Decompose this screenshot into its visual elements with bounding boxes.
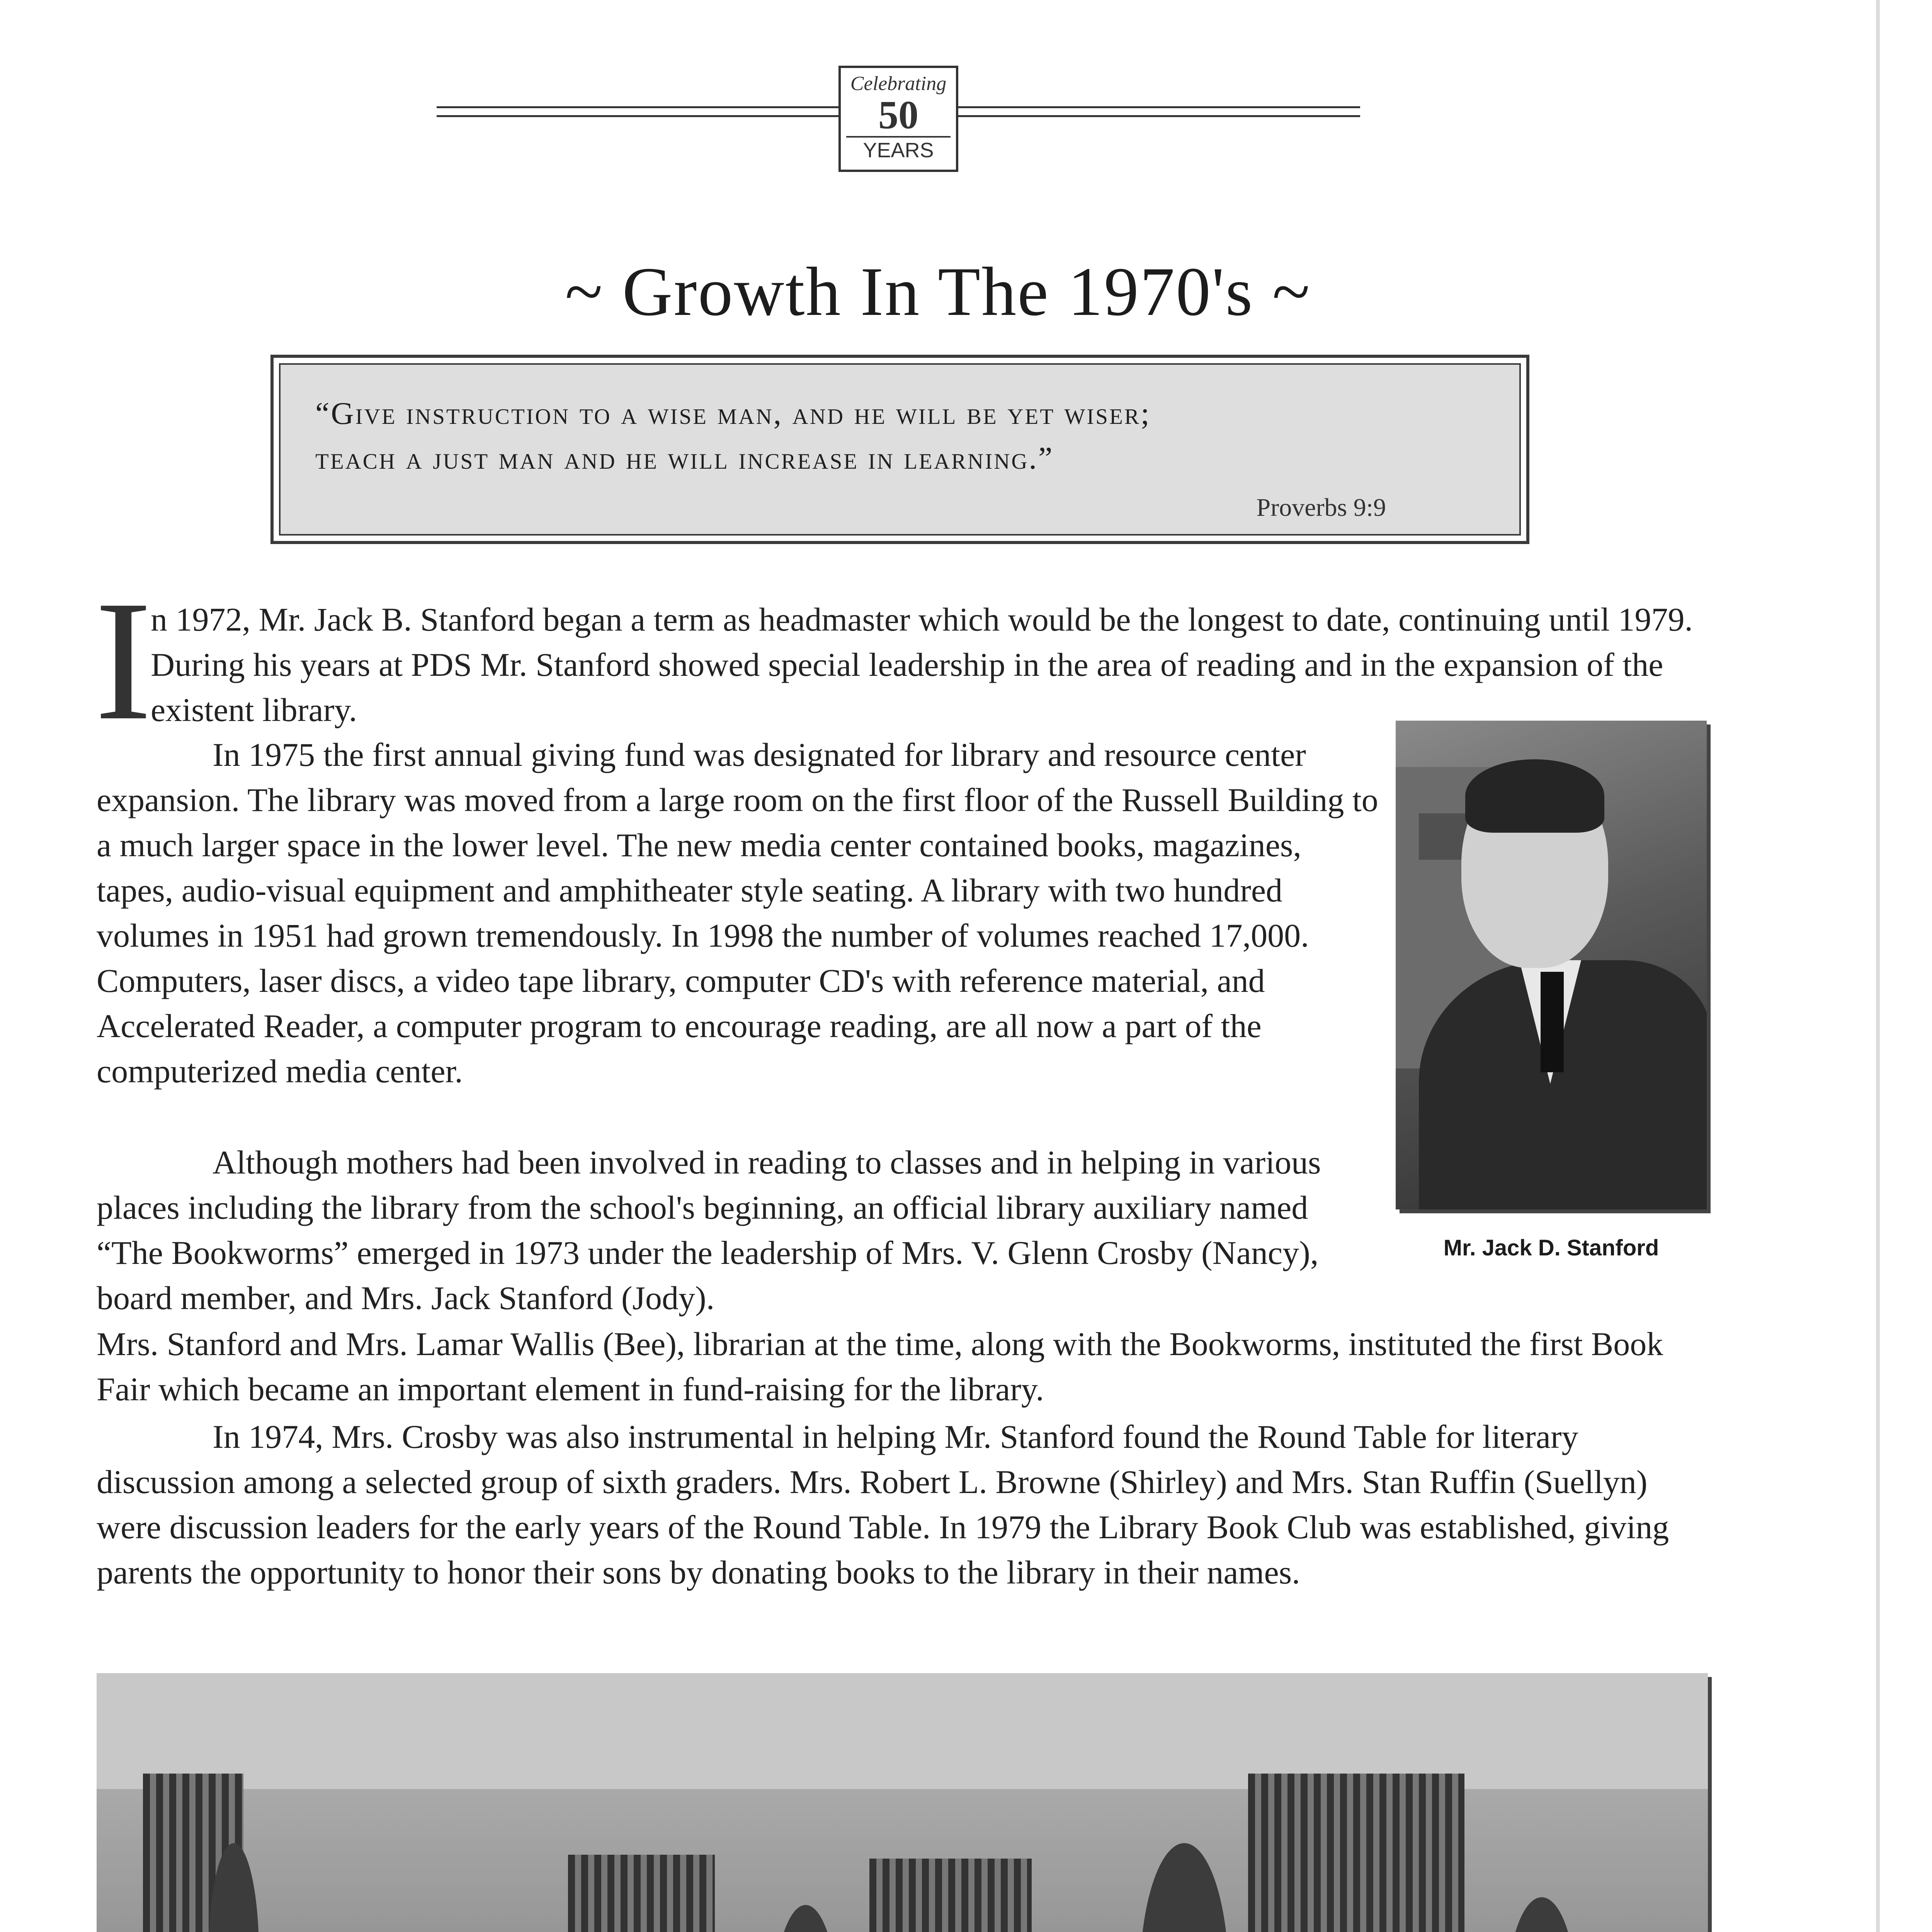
paragraph-3-part-1: Although mothers had been involved in reading to classes and in helping in various places including the library from the school's beginning, an official library auxiliary named “The Bookworms” emerged in 1973 under the leadership of Mrs. V. Glenn Crosby (Nancy), board member, and Mrs. Jack Stanford (Jody). xyxy=(97,1144,1321,1316)
emblem-years: YEARS xyxy=(846,136,951,163)
photo-person xyxy=(773,1905,838,1932)
page-edge xyxy=(1876,0,1880,1932)
photo-person xyxy=(1507,1897,1577,1932)
emblem-number: 50 xyxy=(878,93,918,137)
portrait-caption: Mr. Jack D. Stanford xyxy=(1443,1235,1659,1260)
portrait-hair xyxy=(1465,759,1604,833)
photo-person xyxy=(1140,1843,1229,1932)
header-rule-left xyxy=(437,106,838,117)
portrait-tie xyxy=(1541,972,1564,1072)
quote-inner xyxy=(279,363,1521,536)
drop-cap: I xyxy=(95,565,152,756)
paragraph-3-part-2: Mrs. Stanford and Mrs. Lamar Wallis (Bee), librarian at the time, along with the Bookworms, instituted the first Book Fair which became an important element in fund-raising for the library. xyxy=(97,1325,1663,1408)
emblem-script: Celebrating xyxy=(850,73,947,95)
photo-bookshelf xyxy=(1248,1774,1464,1932)
header-rule-right xyxy=(958,106,1360,117)
photo-bookshelf xyxy=(869,1859,1032,1932)
quote-line-1: “Give instruction to a wise man, and he will be yet wiser; xyxy=(315,396,1151,431)
quote-line-2: teach a just man and he will increase in learning.” xyxy=(315,440,1054,476)
paragraph-4: In 1974, Mrs. Crosby was also instrumental in helping Mr. Stanford found the Round Table for literary discussion among a selected group of sixth graders. Mrs. Robert L. Browne (Shirley) and Mrs. Stan Ruffin (Suellyn) were discussion leaders for the early years of the Round Table. In 1979 the Library Book Club was established, giving parents the opportunity to honor their sons by donating books to the library in their names. xyxy=(97,1418,1669,1591)
quote-citation: Proverbs 9:9 xyxy=(1256,493,1386,522)
paragraph-1: n 1972, Mr. Jack B. Stanford began a term as headmaster which would be the longest to date, continuing until 1979. During his years at PDS Mr. Stanford showed special leadership in the area of reading and in the expansion of the existent library. xyxy=(151,601,1693,728)
paragraph-2: In 1975 the first annual giving fund was designated for library and resource center expansion. The library was moved from a large room on the first floor of the Russell Building to a much larger space in the lower level. The new media center contained books, magazines, tapes, audio-visual equipment and amphitheater style seating. A library with two hundred volumes in 1951 had grown tremendously. In 1998 the number of volumes reached 17,000. Computers, laser discs, a video tape library, computer CD's with reference material, and Accelerated Reader, a computer program to encourage reading, are all now a part of the computerized media center. xyxy=(97,736,1378,1090)
portrait-photo xyxy=(1396,721,1707,1209)
page-title: ~ Growth In The 1970's ~ xyxy=(565,253,1311,330)
media-center-photo xyxy=(97,1673,1708,1932)
photo-ceiling xyxy=(97,1673,1708,1789)
photo-bookshelf xyxy=(568,1855,715,1932)
anniversary-emblem xyxy=(838,66,958,172)
quote-box xyxy=(270,355,1529,544)
